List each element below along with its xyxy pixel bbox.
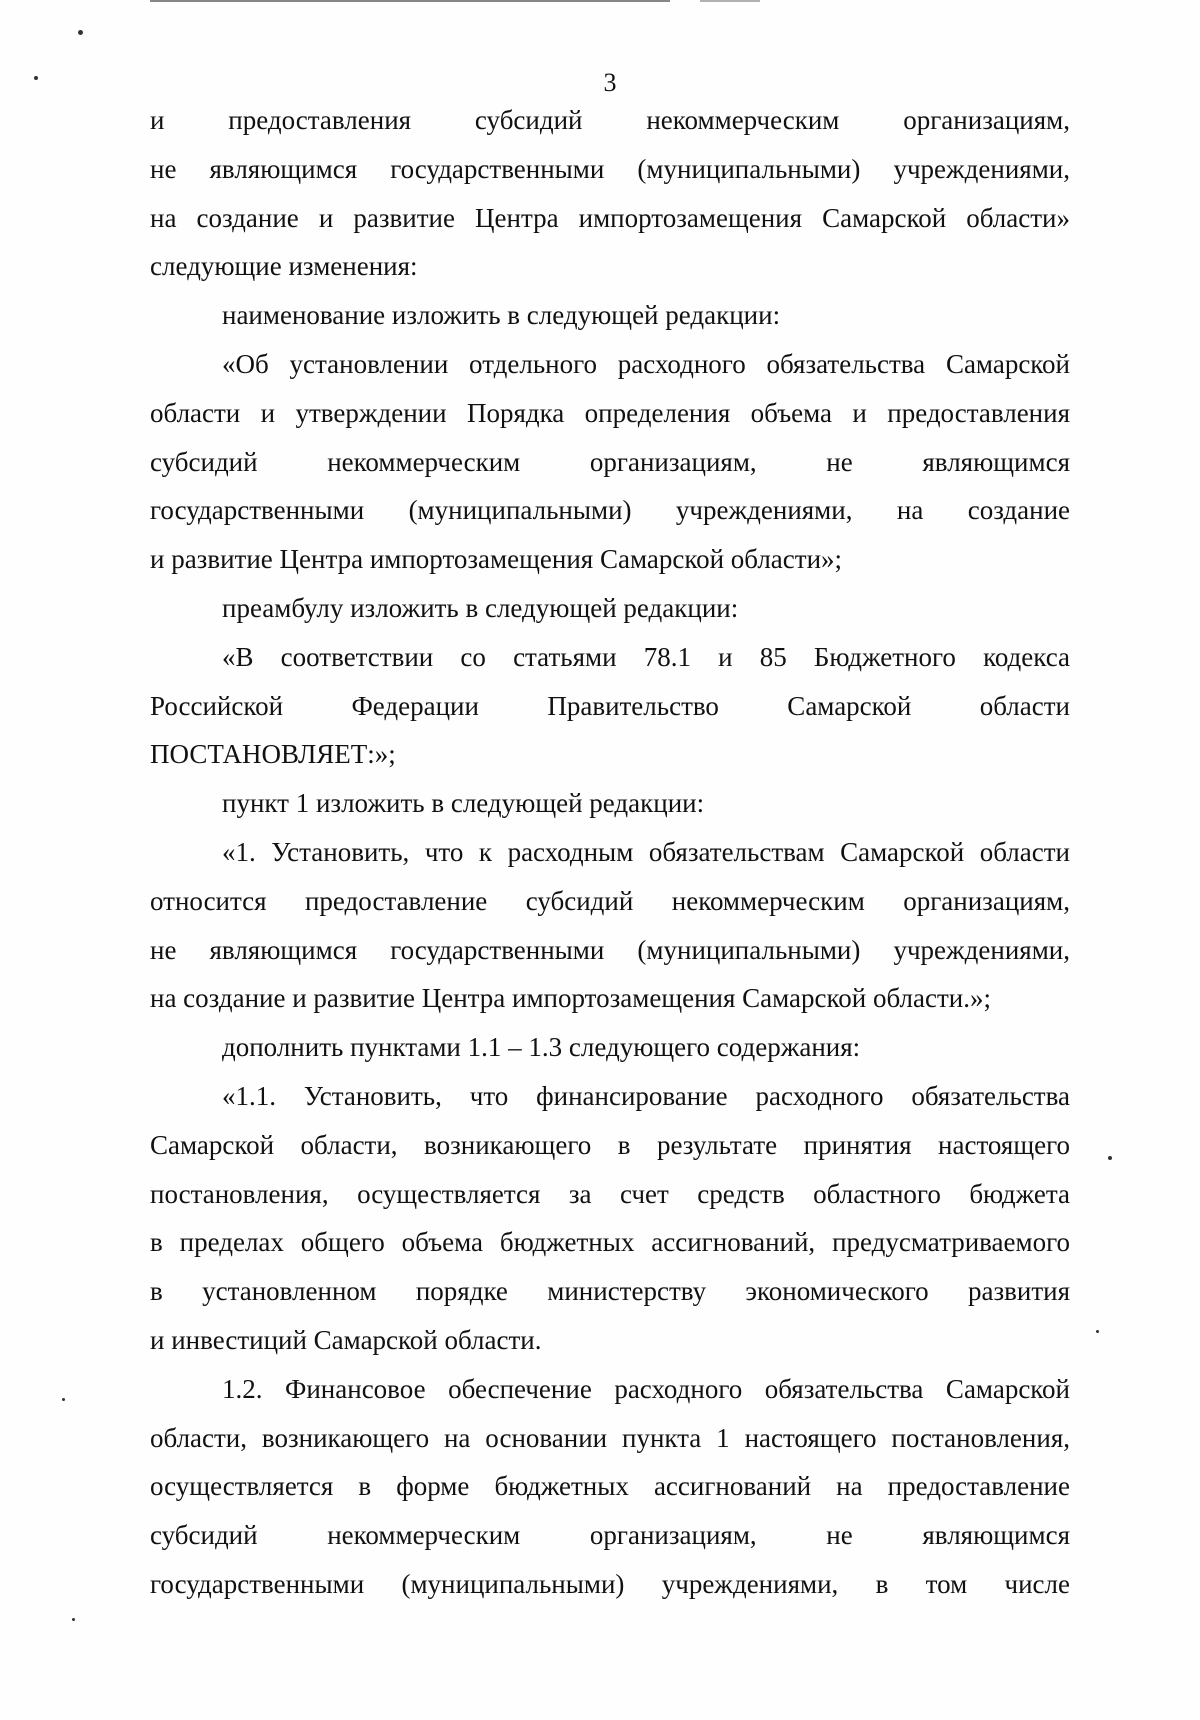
text-line: государственными (муниципальными) учреждениями, в том числе xyxy=(150,1568,1070,1599)
paragraph-start-line: преамбулу изложить в следующей редакции: xyxy=(222,592,739,623)
paragraph-start-line: «1. Установить, что к расходным обязательствам Самарской области xyxy=(222,836,1070,867)
text-line: ПОСТАНОВЛЯЕТ:»; xyxy=(150,739,396,770)
text-line: и предоставления субсидий некоммерческим организациям, xyxy=(150,105,1070,135)
text-line: области и утверждении Порядка определения объема и предоставления xyxy=(150,397,1070,428)
text-line: субсидий некоммерческим организациям, не являющимся xyxy=(150,1520,1070,1551)
top-edge-rule xyxy=(150,0,670,2)
paragraph-start-line: «1.1. Установить, что финансирование расходного обязательства xyxy=(222,1080,1070,1111)
text-line: в установленном порядке министерству экономического развития xyxy=(150,1276,1070,1307)
paragraph-start-line: «Об установлении отдельного расходного обязательства Самарской xyxy=(222,348,1070,379)
text-line: государственными (муниципальными) учреждениями, на создание xyxy=(150,495,1070,526)
text-line: следующие изменения: xyxy=(150,251,418,282)
paragraph-start-line: 1.2. Финансовое обеспечение расходного обязательства Самарской xyxy=(222,1373,1070,1404)
text-line: не являющимся государственными (муниципальными) учреждениями, xyxy=(150,153,1070,184)
scan-speck xyxy=(62,1398,65,1401)
document-body xyxy=(150,96,1070,1609)
scan-speck xyxy=(78,30,83,35)
top-edge-rule-fragment xyxy=(700,0,760,2)
scan-speck xyxy=(1096,1330,1099,1333)
scan-speck xyxy=(1108,1156,1112,1160)
text-line: осуществляется в форме бюджетных ассигнований на предоставление xyxy=(150,1471,1070,1502)
text-line: Самарской области, возникающего в результате принятия настоящего xyxy=(150,1129,1070,1160)
text-line: и развитие Центра импортозамещения Самарской области»; xyxy=(150,544,843,575)
scan-speck xyxy=(72,1618,75,1621)
text-line: на создание и развитие Центра импортозамещения Самарской области» xyxy=(150,202,1070,233)
text-line: на создание и развитие Центра импортозамещения Самарской области.»; xyxy=(150,983,991,1014)
text-line: области, возникающего на основании пункта 1 настоящего постановления, xyxy=(150,1422,1070,1453)
text-line: Российской Федерации Правительство Самарской области xyxy=(150,690,1070,721)
paragraph-start-line: «В соответствии со статьями 78.1 и 85 Бюджетного кодекса xyxy=(222,641,1070,672)
text-line: постановления, осуществляется за счет средств областного бюджета xyxy=(150,1178,1070,1209)
text-line: субсидий некоммерческим организациям, не являющимся xyxy=(150,446,1070,477)
paragraph-start-line: дополнить пунктами 1.1 – 1.3 следующего содержания: xyxy=(222,1032,861,1063)
text-line: и инвестиций Самарской области. xyxy=(150,1324,542,1355)
paragraph-start-line: наименование изложить в следующей редакции: xyxy=(222,300,781,331)
text-line: относится предоставление субсидий некоммерческим организациям, xyxy=(150,885,1070,916)
text-line: не являющимся государственными (муниципальными) учреждениями, xyxy=(150,934,1070,965)
paragraph-start-line: пункт 1 изложить в следующей редакции: xyxy=(222,788,705,819)
text-line: в пределах общего объема бюджетных ассигнований, предусматриваемого xyxy=(150,1227,1070,1258)
page-number: 3 xyxy=(603,68,617,97)
